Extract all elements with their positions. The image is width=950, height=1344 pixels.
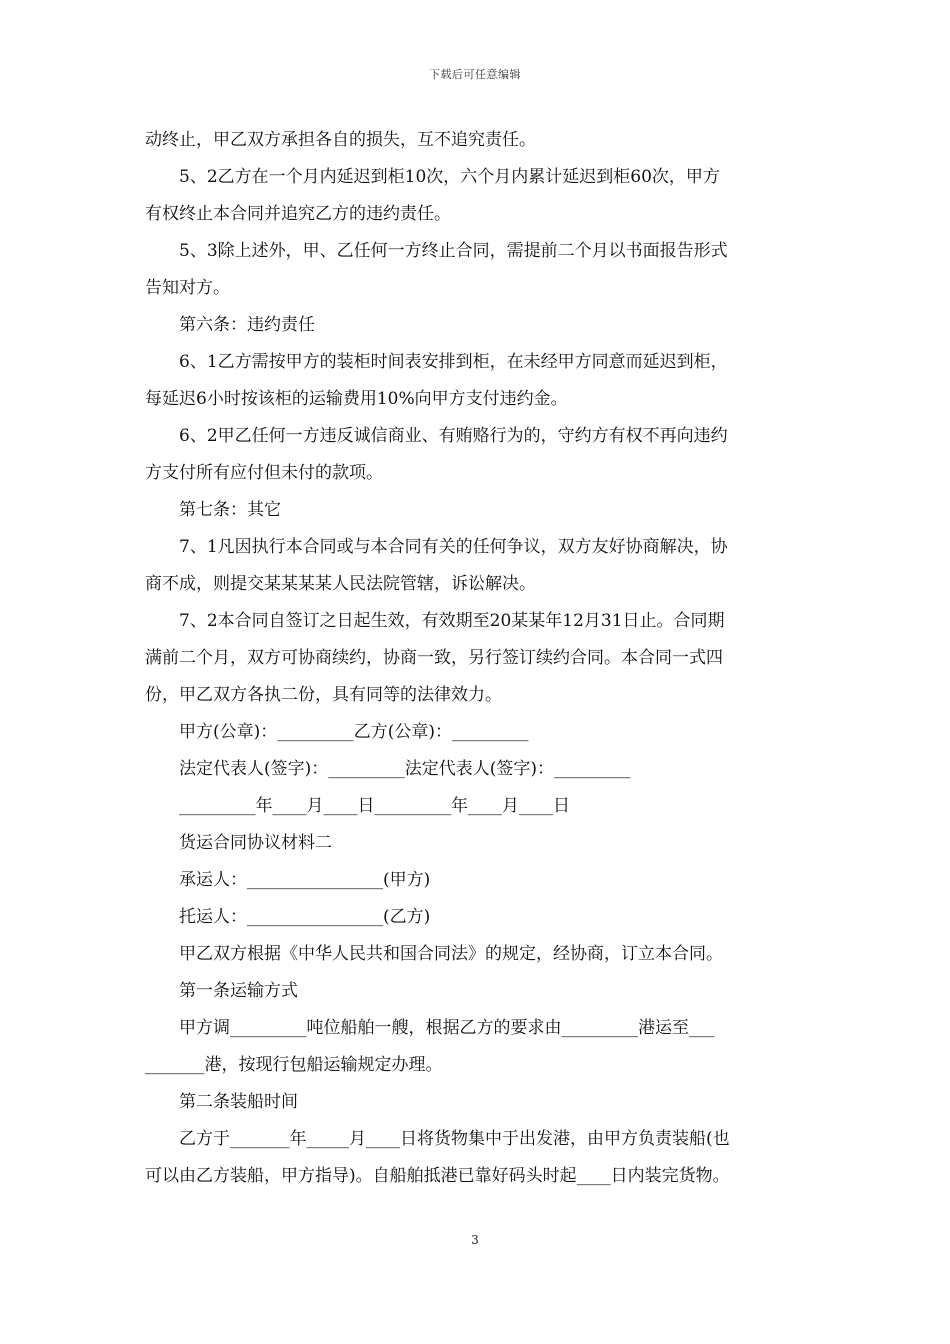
- text-line: 法定代表人(签字)：_________法定代表人(签字)：_________: [179, 759, 631, 779]
- text-line: 甲方(公章)：_________乙方(公章)：_________: [179, 722, 529, 742]
- text-line: 第一条运输方式: [179, 981, 298, 1001]
- text-line: 托运人：________________(乙方): [179, 907, 431, 927]
- text-line: 7、1凡因执行本合同或与本合同有关的任何争议，双方友好协商解决，协: [179, 537, 728, 557]
- text-line: 有权终止本合同并追究乙方的违约责任。: [145, 204, 451, 224]
- text-line: 份，甲乙双方各执二份，具有同等的法律效力。: [145, 685, 502, 705]
- page-header: 下载后可任意编辑: [429, 68, 521, 81]
- text-line: 告知对方。: [145, 278, 230, 298]
- page-number: 3: [471, 1233, 479, 1247]
- text-line: 第七条：其它: [179, 500, 281, 520]
- text-line: 甲乙双方根据《中华人民共和国合同法》的规定，经协商，订立本合同。: [179, 944, 723, 964]
- document-body: [145, 122, 810, 1195]
- text-line: 方支付所有应付但未付的款项。: [145, 463, 383, 483]
- text-line: 6、1乙方需按甲方的装柜时间表安排到柜，在未经甲方同意而延迟到柜，: [179, 352, 728, 372]
- text-line: 甲方调_________吨位船舶一艘，根据乙方的要求由_________港运至___: [179, 1018, 715, 1038]
- text-line: 每延迟6小时按该柜的运输费用10%向甲方支付违约金。: [145, 389, 568, 409]
- text-line: 满前二个月，双方可协商续约，协商一致，另行签订续约合同。本合同一式四: [145, 648, 723, 668]
- text-line: 货运合同协议材料二: [179, 833, 332, 853]
- text-line: 商不成，则提交某某某某人民法院管辖，诉讼解决。: [145, 574, 536, 594]
- text-line: 5、3除上述外，甲、乙任何一方终止合同，需提前二个月以书面报告形式: [179, 241, 728, 261]
- text-line: 乙方于_______年_____月____日将货物集中于出发港，由甲方负责装船(也: [179, 1129, 730, 1149]
- text-line: 动终止，甲乙双方承担各自的损失，互不追究责任。: [145, 130, 536, 150]
- text-line: 可以由乙方装船，甲方指导)。自船舶抵港已靠好码头时起____日内装完货物。: [145, 1166, 730, 1186]
- text-line: 5、2乙方在一个月内延迟到柜10次，六个月内累计延迟到柜60次，甲方: [179, 167, 720, 187]
- text-line: 7、2本合同自签订之日起生效，有效期至20某某年12月31日止。合同期: [179, 611, 725, 631]
- text-line: 6、2甲乙任何一方违反诚信商业、有贿赂行为的，守约方有权不再向违约: [179, 426, 728, 446]
- text-line: _______港，按现行包船运输规定办理。: [145, 1055, 443, 1075]
- text-line: 第六条：违约责任: [179, 315, 315, 335]
- text-line: 承运人：________________(甲方): [179, 870, 431, 890]
- text-line: 第二条装船时间: [179, 1092, 298, 1112]
- text-line: _________年____月____日_________年____月____日: [179, 796, 570, 816]
